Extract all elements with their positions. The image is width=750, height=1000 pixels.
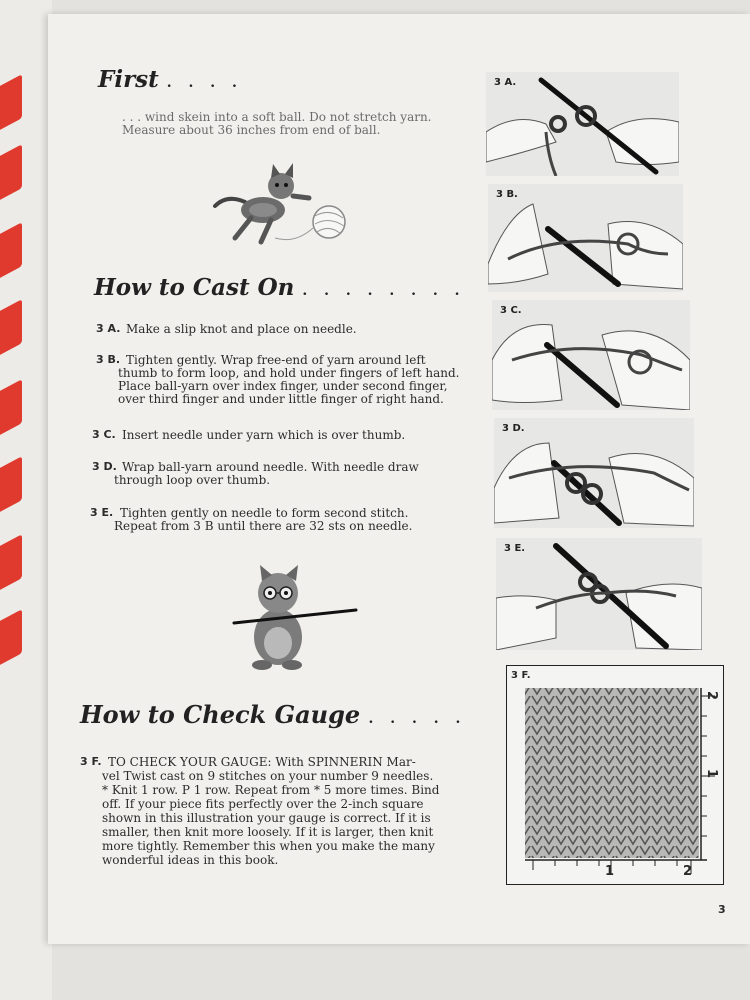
gauge-text-line: smaller, then knit more loosely. If it is larger, then knit: [102, 825, 434, 839]
illustration-3c: [492, 300, 690, 410]
illustration-label: 3 C.: [500, 305, 522, 316]
first-heading: [98, 66, 243, 93]
step-text-line: Make a slip knot and place on needle.: [126, 322, 357, 336]
cast-on-heading-dots: . . . . . . . .: [302, 283, 466, 299]
yarn-ball: [275, 206, 345, 240]
step-text-line: Tighten gently on needle to form second stitch.: [120, 506, 409, 520]
knit-swatch-with-rulers: [507, 666, 723, 884]
previous-page-edge: [0, 0, 52, 1000]
step-text-line: Tighten gently. Wrap free-end of yarn around left: [126, 353, 426, 367]
step-text-line: over third finger and under little finger of right hand.: [118, 392, 444, 406]
illustration-label: 3 E.: [504, 543, 526, 554]
red-stripe: [0, 609, 22, 665]
hands-illustration: [492, 300, 690, 410]
first-text-line-1: . . . wind skein into a soft ball. Do not stretch yarn.: [122, 110, 432, 124]
step-text-line: Repeat from 3 B until there are 32 sts on needle.: [114, 519, 413, 533]
cast-on-heading: [94, 274, 466, 301]
red-stripe: [0, 456, 22, 512]
gauge-heading-dots: . . . . .: [368, 711, 467, 727]
hands-illustration: [494, 418, 694, 528]
cast-on-heading-text: How to Cast On: [94, 274, 295, 301]
red-stripe: [0, 534, 22, 590]
kitten-figure: [215, 163, 309, 242]
stockinette-swatch: [525, 688, 699, 858]
red-stripe: [0, 299, 22, 355]
gauge-text-line: off. If your piece fits perfectly over the 2-inch square: [102, 797, 424, 811]
first-text-line-2: Measure about 36 inches from end of ball.: [122, 123, 381, 137]
red-stripe: [0, 222, 22, 278]
gauge-text-line: more tightly. Remember this when you make the many: [102, 839, 435, 853]
gauge-heading: [80, 700, 466, 729]
gauge-text-line: shown in this illustration your gauge is correct. If it is: [102, 811, 431, 825]
gauge-text-line: vel Twist cast on 9 stitches on your number 9 needles.: [102, 769, 434, 783]
step-text-line: through loop over thumb.: [114, 473, 271, 487]
hands-illustration: [488, 184, 683, 292]
knitting-kitten-illustration: [228, 565, 360, 675]
step-text-line: Wrap ball-yarn around needle. With needle draw: [122, 460, 419, 474]
gauge-text-line: * Knit 1 row. P 1 row. Repeat from * 5 more times. Bind: [102, 783, 440, 797]
hands-illustration: [496, 538, 702, 650]
gauge-swatch-illustration: [506, 665, 724, 885]
step-label: 3 A.: [96, 322, 121, 335]
gauge-text-line: TO CHECK YOUR GAUGE: With SPINNERIN Mar-: [108, 755, 416, 769]
ruler-mark-1-inch-bottom: 1: [605, 864, 615, 879]
step-label: 3 B.: [96, 353, 121, 366]
step-text-line: Insert needle under yarn which is over thumb.: [122, 428, 406, 442]
first-heading-dots: . . . .: [166, 75, 243, 91]
first-heading-text: First: [98, 66, 159, 93]
red-stripe: [0, 144, 22, 200]
illustration-label: 3 B.: [496, 189, 518, 200]
illustration-label: 3 A.: [494, 77, 517, 88]
page-number: 3: [718, 903, 726, 916]
ruler-mark-2-inch-right: 2: [704, 690, 720, 701]
step-label: 3 E.: [90, 506, 114, 519]
illustration-3a: [486, 72, 679, 176]
step-label: 3 F.: [80, 755, 102, 768]
bottom-ruler: [525, 860, 707, 874]
step-label: 3 D.: [92, 460, 117, 473]
step-label: 3 C.: [92, 428, 116, 441]
illustration-3e: [496, 538, 702, 650]
illustration-label: 3 F.: [511, 670, 531, 681]
step-text-line: Place ball-yarn over index finger, under second finger,: [118, 379, 448, 393]
illustration-3d: [494, 418, 694, 528]
ruler-mark-1-inch-right: 1: [704, 768, 720, 779]
red-stripe: [0, 379, 22, 435]
ruler-mark-2-inch-bottom: 2: [683, 864, 693, 879]
illustration-3b: [488, 184, 683, 292]
illustration-label: 3 D.: [502, 423, 525, 434]
red-stripe: [0, 74, 22, 130]
step-text-line: thumb to form loop, and hold under fingers of left hand.: [118, 366, 460, 380]
gauge-heading-text: How to Check Gauge: [80, 700, 361, 729]
gauge-text-line: wonderful ideas in this book.: [102, 853, 279, 867]
kitten-yarn-illustration: [205, 158, 355, 253]
